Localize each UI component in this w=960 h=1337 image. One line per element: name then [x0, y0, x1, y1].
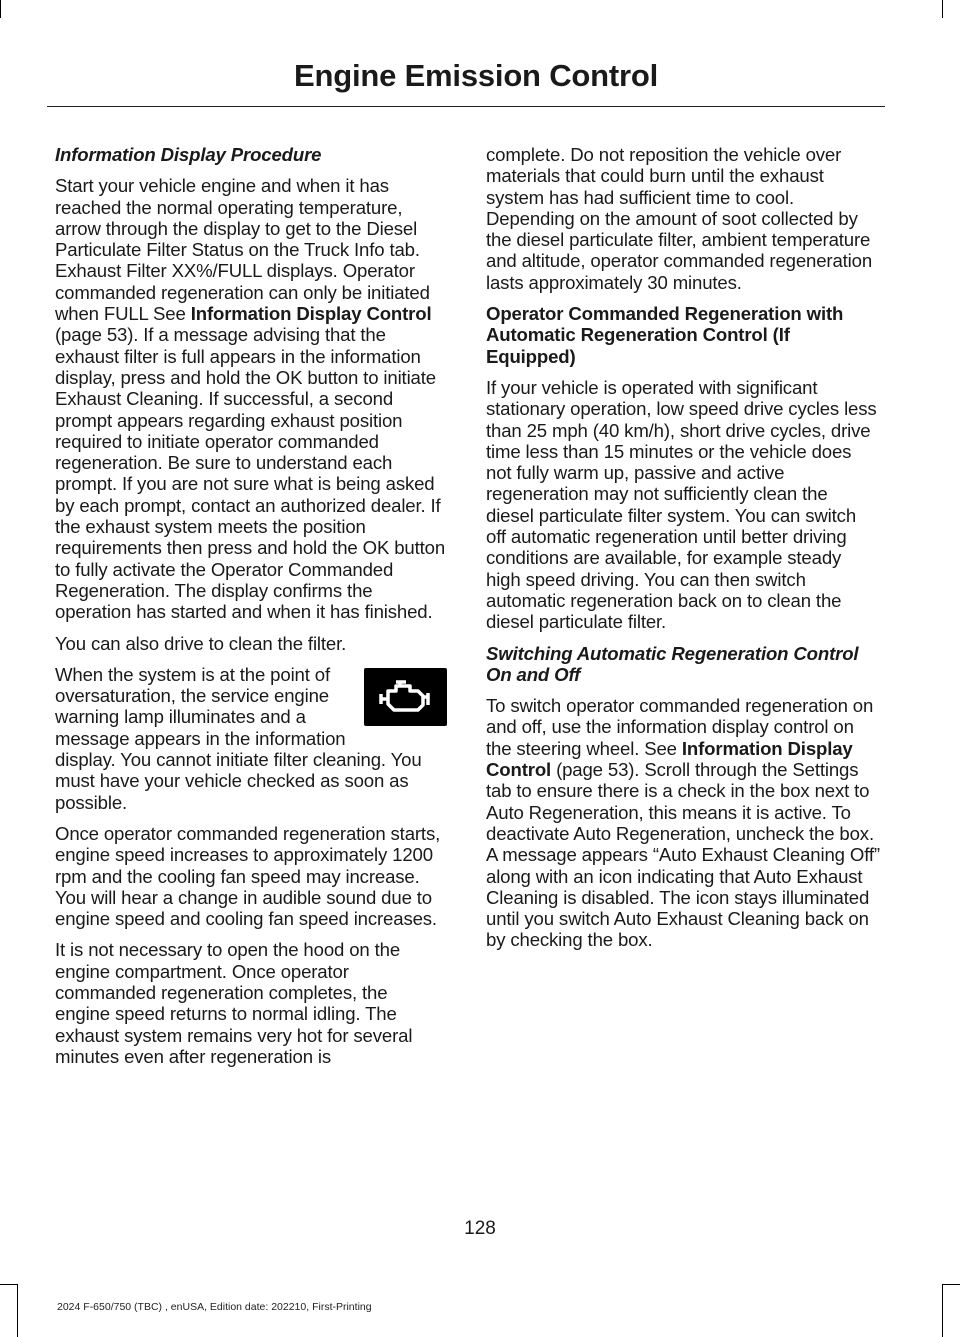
page-title: Engine Emission Control	[294, 58, 658, 93]
paragraph-drive-clean: You can also drive to clean the filter.	[55, 632, 347, 654]
crop-mark-top-right	[942, 0, 943, 18]
paragraph-switch-regeneration	[486, 695, 880, 951]
left-column	[55, 144, 447, 1077]
paragraph-text: (page 53). If a message advising that the exhaust filter is full appears in the information display, press and hold the OK button to initiate Exhaust Cleaning. If successful, a second prompt appears regarding exhaust position required to initiate operator commanded regeneration. Be sure to understand each prompt. If you are not sure what is being asked by each prompt, contact an authorized dealer. If the exhaust system meets the position requirements then press and hold the OK button to fully activate the Operator Commanded Regeneration. The display confirms the operation has started and when it has finished.	[55, 324, 446, 623]
crop-mark-bottom-right-v	[942, 1284, 943, 1337]
header-divider	[47, 106, 885, 107]
paragraph-text: To switch operator commanded regeneration on and off, use the information display control on the steering wheel. See	[486, 695, 874, 759]
crop-mark-bottom-left-v	[17, 1284, 18, 1337]
crop-mark-top-left	[0, 0, 1, 18]
cross-reference-link[interactable]: Information Display Control	[486, 737, 853, 781]
section-heading-switching-auto-regeneration: Switching Automatic Regeneration Control On and Off	[486, 642, 859, 685]
crop-mark-bottom-left	[0, 1284, 18, 1285]
check-engine-icon	[364, 668, 447, 726]
paragraph-text: (page 53). Scroll through the Settings tab to ensure there is a check in the box next to Auto Regeneration, this means it is active. To deactivate Auto Regeneration, uncheck the box. A message appears “Auto Exhaust Cleaning Off” along with an icon indicating that Auto Exhaust Cleaning is disabled. The icon stays illuminated until you switch Auto Exhaust Cleaning back on by checking the box.	[486, 759, 880, 951]
right-column	[486, 144, 880, 961]
section-heading-operator-commanded-regeneration: Operator Commanded Regeneration with Automatic Regeneration Control (If Equipped)	[486, 303, 844, 367]
paragraph-text: Start your vehicle engine and when it has reached the normal operating temperature, arrow through the display to get to the Diesel Particulate Filter Status on the Truck Info tab. Exhaust Filter XX%/FULL displays. Operator commanded regeneration can only be initiated when FULL See	[55, 175, 430, 325]
paragraph-complete: complete. Do not reposition the vehicle over materials that could burn until the exhaust system has had sufficient time to cool. Depending on the amount of soot collected by the diesel particulate filter, ambient temperature and altitude, operator commanded regeneration lasts approximately 30 minutes.	[486, 144, 873, 293]
section-heading-information-display-procedure: Information Display Procedure	[55, 144, 322, 165]
paragraph-procedure	[55, 175, 447, 622]
cross-reference-link[interactable]: Information Display Control	[190, 303, 432, 325]
paragraph-engine-speed: Once operator commanded regeneration starts, engine speed increases to approximately 1200 rpm and the cooling fan speed may increase. You will hear a change in audible sound due to engine speed and cooling fan speed increases.	[55, 822, 441, 930]
page-number: 128	[464, 1218, 496, 1239]
paragraph-oversaturation	[55, 664, 447, 813]
paragraph-text: When the system is at the point of oversaturation, the service engine warning lamp illuminates and a message appears in the information display. You cannot initiate filter cleaning. You must have your vehicle checked as soon as possible.	[55, 663, 422, 813]
crop-mark-bottom-right	[942, 1284, 960, 1285]
paragraph-stationary-operation: If your vehicle is operated with significant stationary operation, low speed drive cycles less than 25 mph (40 km/h), short drive cycles, drive time less than 15 minutes or the vehicle does not fully warm up, passive and active regeneration may not sufficiently clean the diesel particulate filter system. You can switch off automatic regeneration until better driving conditions are available, for example steady high speed driving. You can then switch automatic regeneration back on to clean the diesel particulate filter.	[486, 376, 877, 633]
footer-edition-info: 2024 F-650/750 (TBC) , enUSA, Edition date: 202210, First-Printing	[57, 1301, 372, 1313]
paragraph-hood: It is not necessary to open the hood on the engine compartment. Once operator commanded regeneration completes, the engine speed returns to normal idling. The exhaust system remains very hot for several minutes even after regeneration is	[55, 939, 413, 1067]
